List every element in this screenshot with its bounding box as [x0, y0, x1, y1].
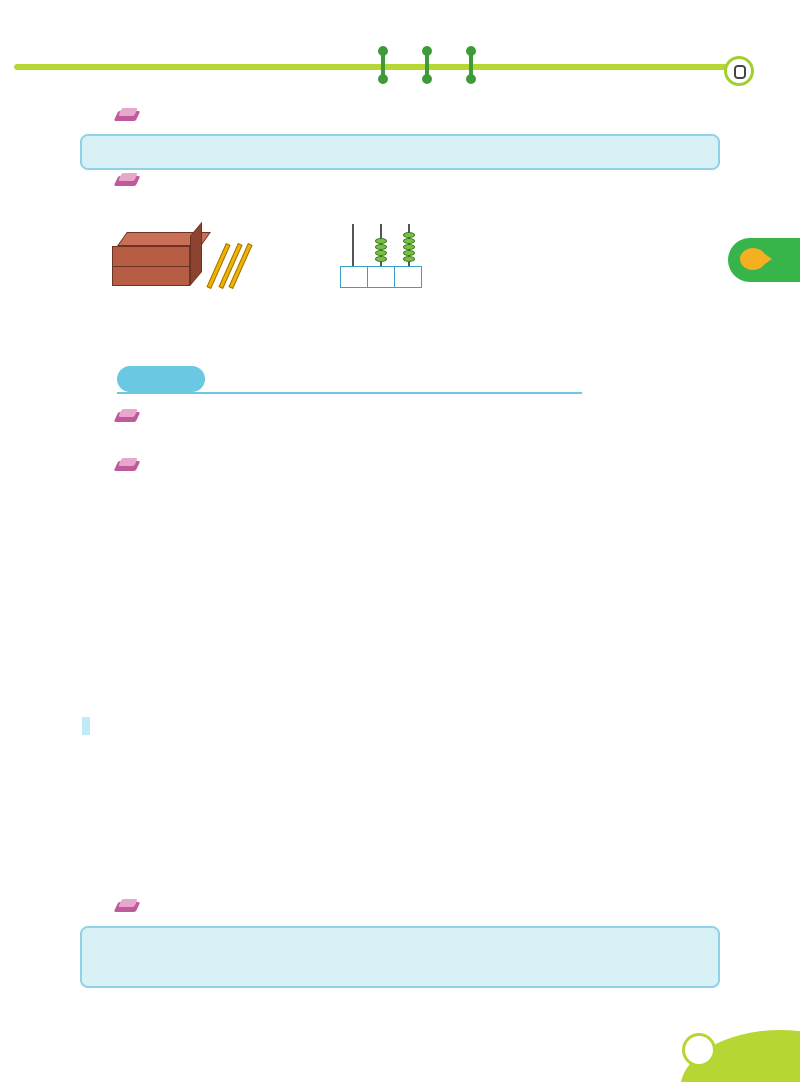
pencil-box-illustration [112, 232, 212, 292]
section-heading-process [116, 457, 146, 473]
section-heading-basics [116, 172, 146, 188]
book-icon [116, 457, 140, 473]
highlighted-conclusion [82, 717, 90, 735]
divider [117, 392, 582, 394]
book-icon [116, 107, 140, 123]
binder-clip-icon [468, 46, 474, 84]
book-icon [116, 172, 140, 188]
book-icon [116, 408, 140, 424]
abacus-label-tens [368, 267, 395, 287]
section-heading-summary [116, 898, 146, 914]
section-heading-summary [116, 107, 146, 123]
page-number [682, 1033, 716, 1067]
fish-icon [740, 248, 766, 270]
knowledge-point-badge [117, 366, 205, 392]
abacus-illustration [340, 224, 422, 290]
count-line [82, 714, 90, 738]
binder-clip-icon [380, 46, 386, 84]
qr-code[interactable] [622, 342, 686, 406]
book-icon [116, 898, 140, 914]
section-heading-intro [116, 408, 146, 424]
abacus-label-hundreds [341, 267, 368, 287]
summary-box [80, 926, 720, 988]
abacus-label-ones [395, 267, 421, 287]
mascot-icon [724, 56, 754, 86]
summary-box [80, 134, 720, 170]
binder-clip-icon [424, 46, 430, 84]
